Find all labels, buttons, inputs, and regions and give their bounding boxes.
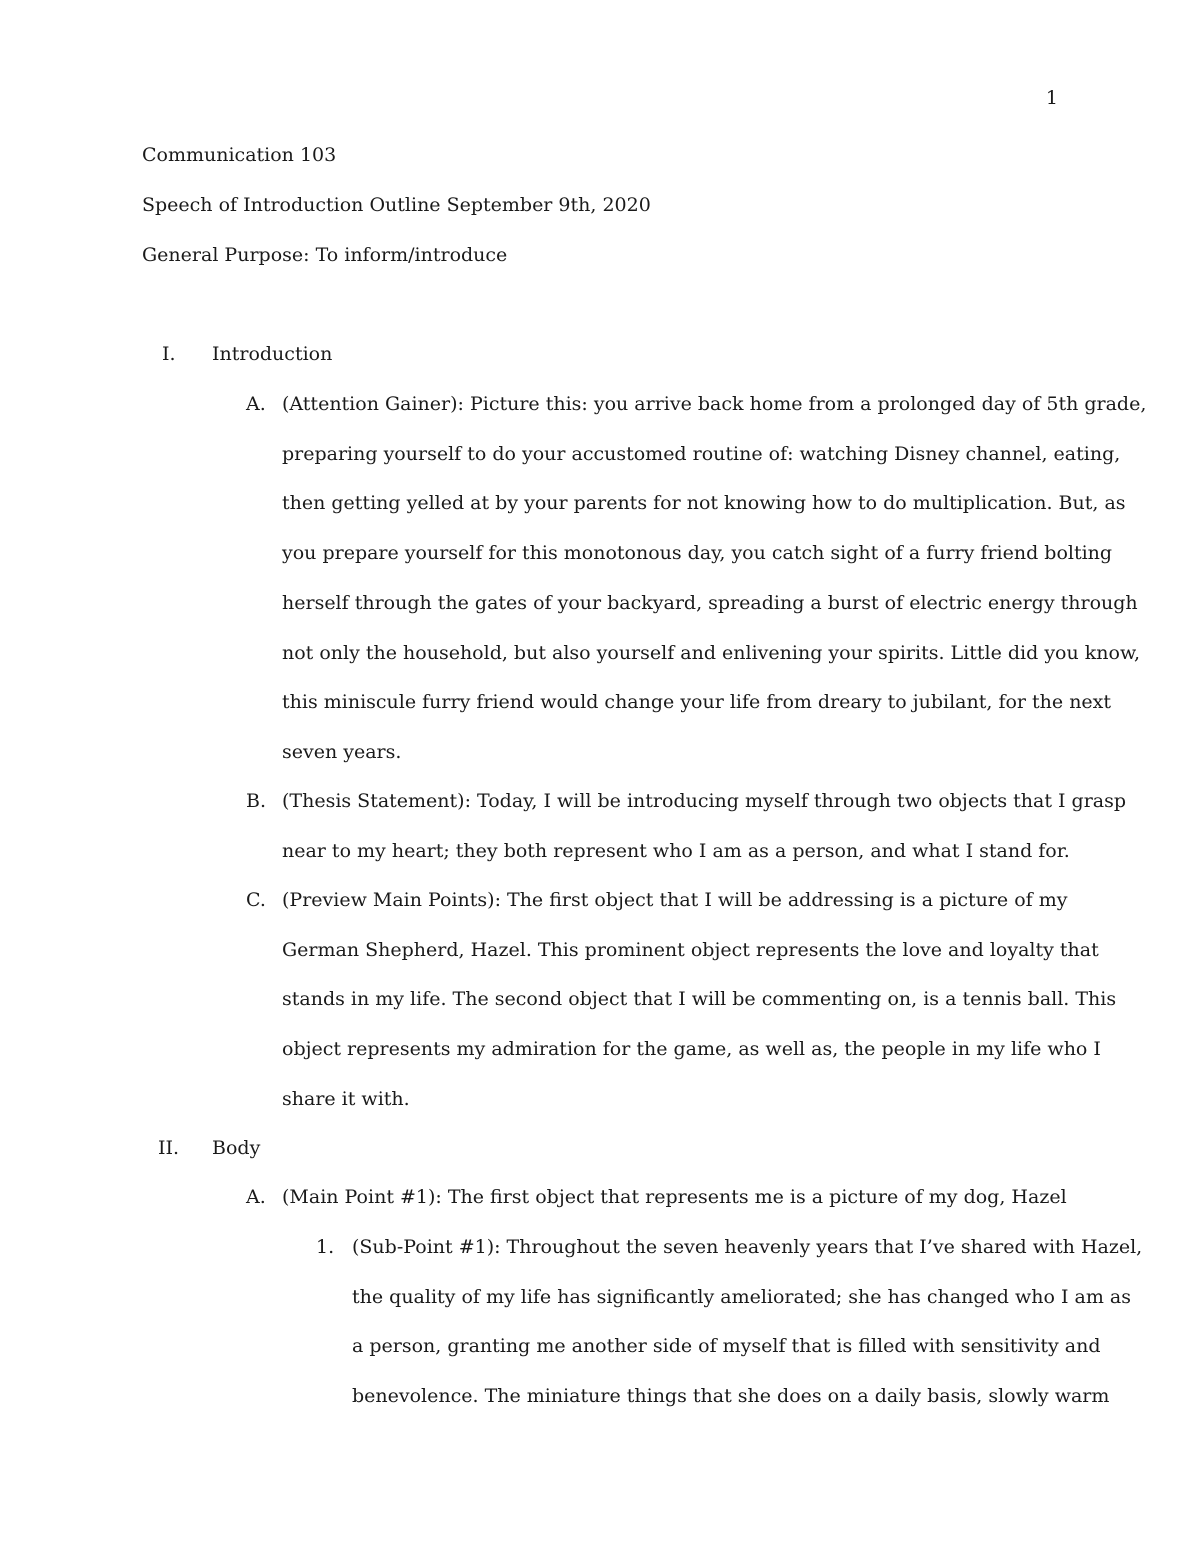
section-heading-introduction: Introduction: [212, 343, 333, 365]
text-line: German Shepherd, Hazel. This prominent object represents the love and loyalty that: [282, 938, 1099, 961]
preview-main-points-paragraph: [282, 876, 1116, 1125]
document-title: Speech of Introduction Outline September 9th, 2020: [142, 194, 651, 216]
text-line: preparing yourself to do your accustomed routine of: watching Disney channel, eating,: [282, 442, 1121, 465]
text-line: object represents my admiration for the game, as well as, the people in my life who I: [282, 1038, 1101, 1061]
sub-point-1-paragraph: [352, 1223, 1142, 1422]
text-line: (Sub-Point #1): Throughout the seven heavenly years that I’ve shared with Hazel,: [352, 1236, 1143, 1258]
text-line: then getting yelled at by your parents for not knowing how to do multiplication. But, as: [282, 492, 1126, 515]
text-line: not only the household, but also yourself and enlivening your spirits. Little did you know,: [282, 641, 1141, 664]
thesis-statement-paragraph: [282, 777, 1126, 876]
course-name: Communication 103: [142, 144, 337, 166]
text-line: (Preview Main Points): The first object that I will be addressing is a picture of my: [282, 889, 1068, 911]
text-line: (Thesis Statement): Today, I will be introducing myself through two objects that I grasp: [282, 790, 1127, 812]
text-line: stands in my life. The second object that I will be commenting on, is a tennis ball. This: [282, 988, 1117, 1011]
item-marker-i-c: C.: [246, 889, 266, 911]
attention-gainer-paragraph: [282, 380, 1146, 778]
item-marker-i-b: B.: [246, 790, 267, 812]
text-line: benevolence. The miniature things that she does on a daily basis, slowly warm: [352, 1385, 1110, 1408]
text-line: this miniscule furry friend would change your life from dreary to jubilant, for the next: [282, 691, 1112, 714]
section-heading-body: Body: [212, 1137, 261, 1159]
text-line: the quality of my life has significantly ameliorated; she has changed who I am as: [352, 1285, 1131, 1308]
main-point-1: (Main Point #1): The first object that represents me is a picture of my dog, Hazel: [282, 1186, 1067, 1208]
item-marker-ii-a-1: 1.: [316, 1236, 335, 1258]
text-line: a person, granting me another side of myself that is filled with sensitivity and: [352, 1335, 1101, 1358]
section-marker-ii: II.: [158, 1137, 180, 1159]
text-line: seven years.: [282, 740, 402, 763]
page-number: 1: [1045, 87, 1058, 109]
section-marker-i: I.: [162, 343, 176, 365]
text-line: share it with.: [282, 1087, 410, 1110]
general-purpose: General Purpose: To inform/introduce: [142, 244, 508, 266]
item-marker-i-a: A.: [246, 393, 266, 415]
item-marker-ii-a: A.: [246, 1186, 266, 1208]
text-line: you prepare yourself for this monotonous day, you catch sight of a furry friend bolting: [282, 542, 1113, 565]
text-line: herself through the gates of your backyard, spreading a burst of electric energy through: [282, 591, 1138, 614]
text-line: near to my heart; they both represent who I am as a person, and what I stand for.: [282, 839, 1070, 862]
text-line: (Attention Gainer): Picture this: you arrive back home from a prolonged day of 5th grade,: [282, 393, 1147, 415]
